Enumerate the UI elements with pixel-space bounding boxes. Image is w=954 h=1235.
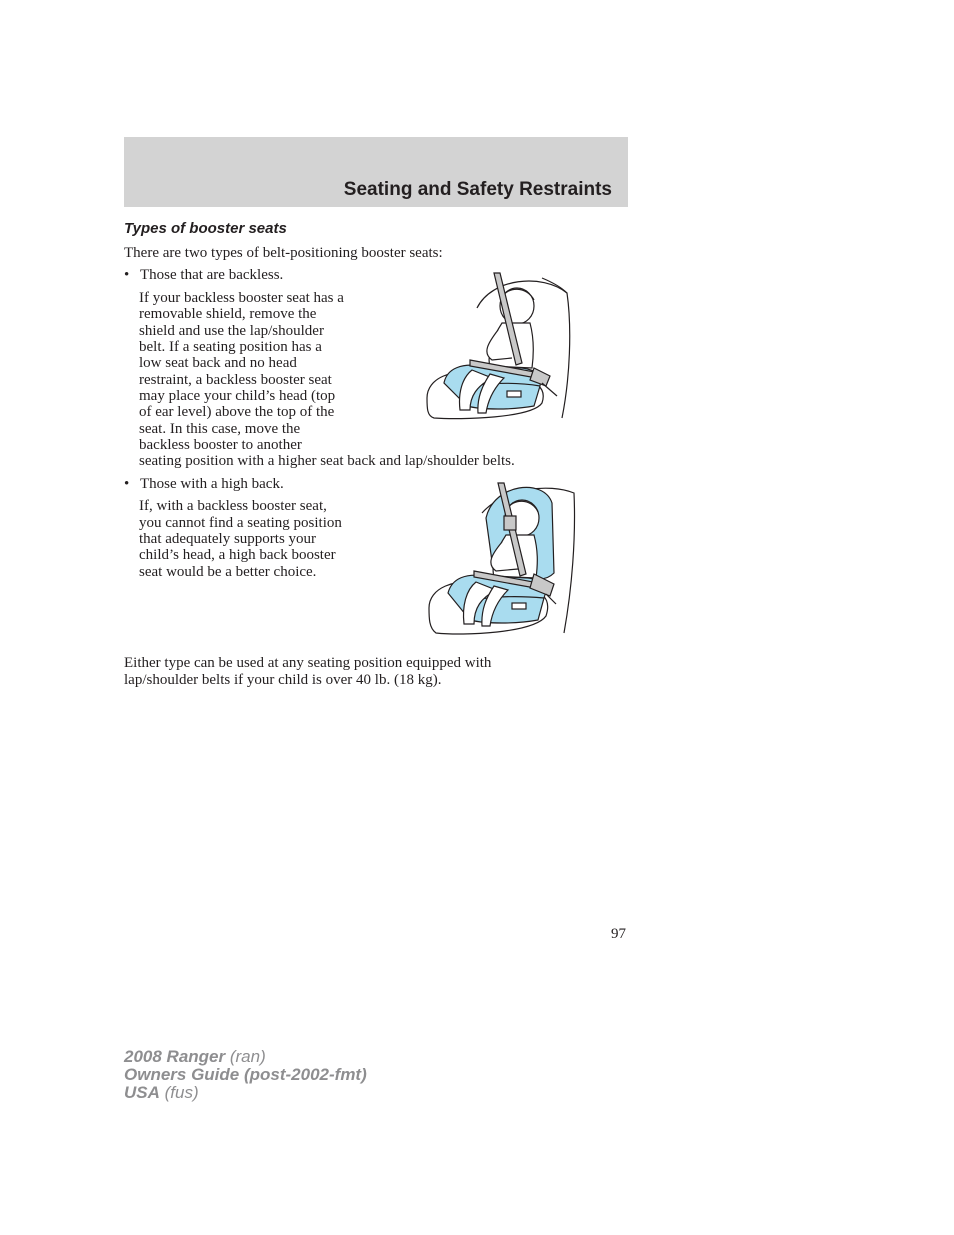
text-line: of ear level) above the top of the: [139, 404, 335, 420]
footer-model-code: (ran): [225, 1047, 266, 1066]
bullet-highback-label: Those with a high back.: [140, 476, 284, 492]
text-line: If your backless booster seat has a: [139, 290, 344, 306]
bullet-highback: [124, 476, 284, 493]
text-line: restraint, a backless booster seat: [139, 372, 332, 388]
section-heading: Types of booster seats: [124, 220, 287, 237]
text-line: backless booster to another: [139, 437, 302, 453]
bullet-backless: [124, 267, 283, 284]
footer-model: 2008 Ranger: [124, 1047, 226, 1066]
text-line: that adequately supports your: [139, 531, 317, 547]
document-footer: [124, 1048, 367, 1102]
text-line: If, with a backless booster seat,: [139, 498, 327, 514]
page-number: 97: [611, 926, 626, 942]
text-line: low seat back and no head: [139, 355, 297, 371]
bullet-dot: •: [124, 267, 130, 283]
backless-booster-illustration: [422, 268, 582, 423]
text-line: belt. If a seating position has a: [139, 339, 322, 355]
intro-paragraph: There are two types of belt-positioning booster seats:: [124, 245, 443, 261]
text-line: removable shield, remove the: [139, 306, 317, 322]
text-line: lap/shoulder belts if your child is over 40 lb. (18 kg).: [124, 672, 442, 688]
text-line: seat. In this case, move the: [139, 421, 301, 437]
header-band: [124, 137, 628, 207]
bullet-dot: •: [124, 476, 130, 492]
page-header-title: Seating and Safety Restraints: [343, 179, 612, 200]
text-line: child’s head, a high back booster: [139, 547, 336, 563]
text-line: may place your child’s head (top: [139, 388, 336, 404]
text-line: seat would be a better choice.: [139, 564, 317, 580]
footer-market-code: (fus): [159, 1083, 199, 1102]
text-line: seating position with a higher seat back and lap/shoulder belts.: [139, 453, 515, 469]
highback-booster-illustration: [424, 478, 584, 638]
text-line: you cannot find a seating position: [139, 515, 342, 531]
bullet-backless-label: Those that are backless.: [140, 267, 284, 283]
text-line: shield and use the lap/shoulder: [139, 323, 324, 339]
footer-guide: Owners Guide (post-2002-fmt): [124, 1065, 367, 1084]
footer-market: USA: [124, 1083, 160, 1102]
text-line: Either type can be used at any seating position equipped with: [124, 655, 492, 671]
